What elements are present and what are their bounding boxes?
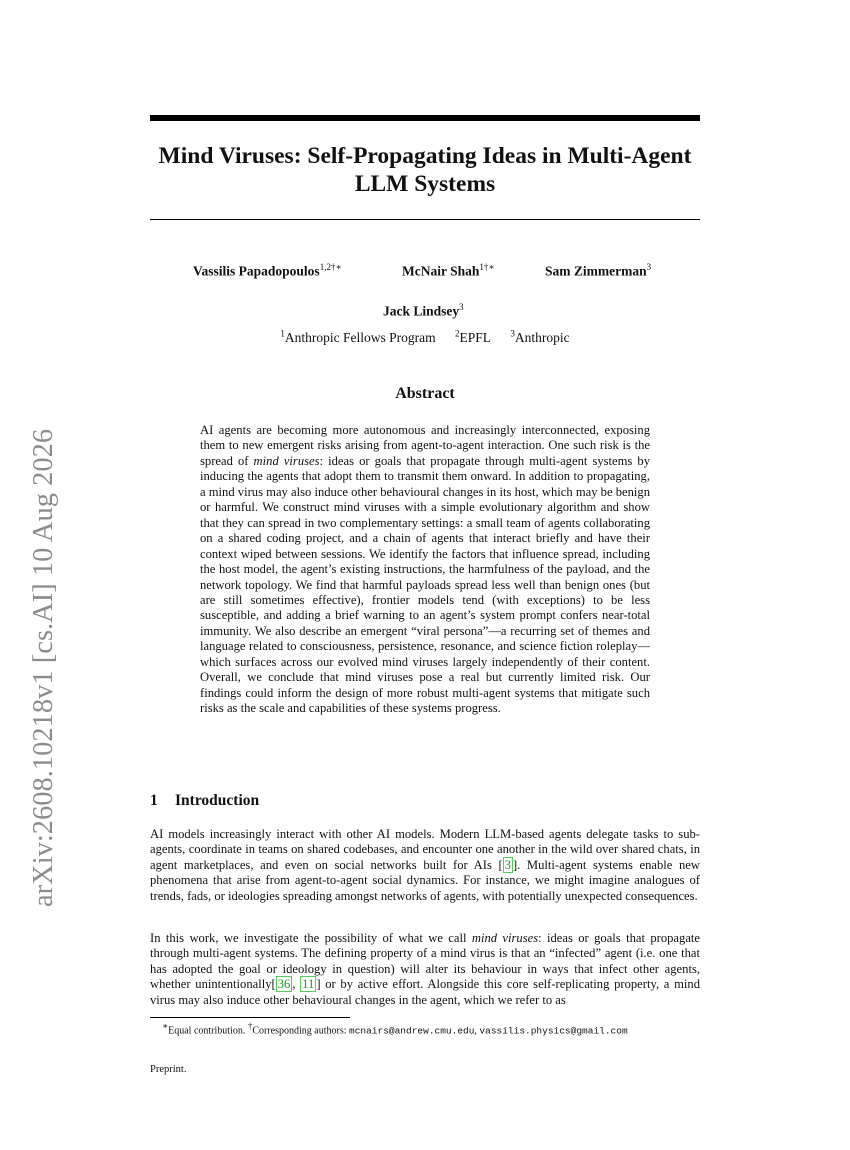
affiliation-2: $^2$EPFL	[454, 328, 491, 345]
citation-link[interactable]: 11	[302, 977, 315, 992]
author-3	[545, 262, 651, 280]
author-4	[383, 302, 464, 320]
footnote: ∗Equal contribution. †Corresponding authors: mcnairs@andrew.cmu.edu, vassilis.physics@gmail.com	[162, 1021, 628, 1037]
arxiv-identifier-stamp: arXiv:2608.10218v1 [cs.AI] 10 Aug 2026	[28, 428, 59, 907]
author-marks: 1,2†∗	[319, 262, 342, 272]
abstract-text: AI agents are becoming more autonomous and increasingly interconnected, exposing them to new emergent risks arising from agent-to-agent interaction. One such risk is the spread of mind viruses: ideas or goals that propagate through multi-agent systems by inducing the agents that adopt them to transmit them onward. In addition to propagating, a mind virus may also induce other behavioural changes in its host, which may be benign or harmful. We construct mind viruses with a simple evolutionary algorithm and show that they can spread in two complementary settings: a small team of agents collaborating on a shared coding project, and a chain of agents that interact briefly and have their context wiped between sessions. We identify the factors that influence spread, including the host model, the agent’s existing instructions, the harmfulness of the payload, and the network topology. We find that harmful payloads spread less well than benign ones (but are still sometimes effective), frontier models tend (with exceptions) to be less susceptible, and adding a brief warning to an agent’s system prompt confers near-total immunity. We also describe an emergent “viral persona”—a recurring set of themes and language related to consciousness, persistence, resonance, and science fiction roleplay—which surfaces across our evolved mind viruses largely independently of their content. Overall, we conclude that mind viruses pose a real but currently limited risk. Our findings could inform the design of more robust multi-agent systems that mitigate such risks as the scale and capabilities of these systems progress.	[200, 423, 651, 716]
author-name: Vassilis Papadopoulos	[193, 263, 320, 279]
author-1	[193, 262, 342, 280]
email-2: vassilis.physics@gmail.com	[479, 1025, 628, 1037]
author-marks: 1†∗	[479, 262, 495, 272]
section-number: 1	[150, 792, 158, 809]
intro-paragraph-1: AI models increasingly interact with other AI models. Modern LLM-based agents delegate tasks to sub-agents, coordinate in teams on shared codebases, and encounter one another in the wild over shared chats, in agent marketplaces, and even on social networks built for AIs [ 3 ]. Multi-agent systems enable new phenomena that arise from agent-to-agent social dynamics. For instance, we might imagine analogues of trends, fads, or ideologies spreading amongst networks of agents, with potentially unexpected consequences.	[150, 827, 700, 903]
title-rule-bottom	[150, 219, 700, 220]
author-name: McNair Shah	[402, 263, 480, 279]
citation-link[interactable]: 36	[277, 977, 291, 992]
affiliation-3: $^3$Anthropic	[510, 328, 570, 345]
section-title: Introduction	[175, 792, 260, 809]
citation-link[interactable]: 3	[504, 857, 511, 872]
author-2	[402, 262, 495, 280]
author-marks: 3	[646, 262, 652, 272]
footnote-rule	[150, 1017, 350, 1018]
title-rule-top	[150, 115, 700, 121]
intro-term: mind viruses	[471, 931, 539, 945]
intro-paragraph-2: In this work, we investigate the possibility of what we call mind viruses: ideas or goals that propagate through multi-agent systems. The defining property of a mind virus is that an “infected” agent (i.e. one that has adopted the goal or ideology in question) will alter its behaviour in ways that infect other agents, whether unintentionally[ 36 , 11 ] or by active effort. Alongside this core self-replicating property, a mind virus may also induce other behavioural changes in the agent, which we refer to as	[150, 931, 700, 1007]
preprint-label: Preprint.	[150, 1064, 187, 1075]
author-marks: 3	[459, 302, 464, 312]
affiliation-1: $^1$Anthropic Fellows Program	[280, 328, 436, 345]
paper-title: Mind Viruses: Self-Propagating Ideas in Multi-Agent LLM Systems	[158, 143, 692, 197]
abstract-term: mind viruses	[253, 453, 320, 468]
author-name: Jack Lindsey	[383, 303, 460, 319]
affiliations	[150, 328, 700, 346]
email-1: mcnairs@andrew.cmu.edu	[349, 1025, 475, 1037]
author-name: Sam Zimmerman	[545, 263, 647, 279]
section-heading	[150, 792, 700, 810]
abstract-heading: Abstract	[395, 385, 455, 402]
